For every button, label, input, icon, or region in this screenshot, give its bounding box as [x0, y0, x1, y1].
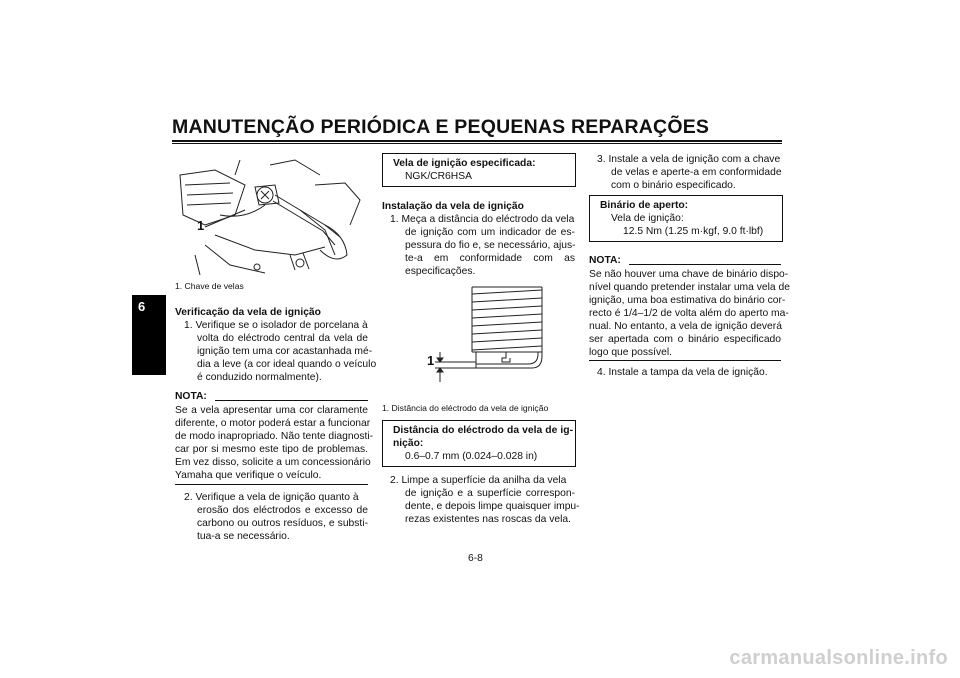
step-text: te-a em conformidade com as — [405, 253, 575, 264]
nota-text: Se não houver uma chave de binário dispo- — [589, 269, 789, 280]
nota-text: ser apertada com o binário especificado — [589, 334, 781, 345]
nota-text: recto é 1/4–1/2 de volta além do aperto ma- — [589, 308, 789, 319]
nota-text: logo que possível. — [589, 347, 673, 358]
step-text: tua-a se necessário. — [197, 531, 290, 542]
step-text: 4. Instale a tampa da vela de ignição. — [597, 367, 768, 378]
step-text: dia a leve (a cor ideal quando o veículo — [197, 359, 377, 370]
nota-rule — [629, 264, 781, 265]
step-text: rezas existentes nas roscas da vela. — [405, 514, 571, 525]
header-rule-thin — [172, 143, 782, 144]
figure-callout-1: 1 — [427, 353, 435, 368]
step-text: dente, e depois limpe quaisquer impu- — [405, 501, 580, 512]
nota-label: NOTA: — [175, 391, 207, 402]
step-text: com o binário especificado. — [611, 180, 736, 191]
step-text: 1. Verifique se o isolador de porcelana à — [184, 320, 368, 331]
section-heading: Verificação da vela de ignição — [175, 307, 321, 318]
section-heading: Instalação da vela de ignição — [382, 201, 524, 212]
nota-text: diferente, o motor poderá estar a funcionar — [175, 418, 371, 429]
step-text: 2. Verifique a vela de ignição quanto à — [184, 492, 359, 503]
step-text: 1. Meça a distância do eléctrodo da vela — [390, 214, 575, 225]
nota-text: Se a vela apresentar uma cor claramente — [175, 405, 368, 416]
nota-text: car por si mesmo este tipo de problemas. — [175, 444, 368, 455]
nota-text: Yamaha que verifique o veículo. — [175, 470, 322, 481]
torque-box-value: 12.5 Nm (1.25 m·kgf, 9.0 ft·lbf) — [623, 226, 764, 237]
section-tab-number: 6 — [138, 299, 146, 314]
step-text: 3. Instale a vela de ignição com a chave — [597, 154, 781, 165]
watermark: carmanualsonline.info — [729, 647, 948, 669]
page-number: 6-8 — [468, 553, 483, 564]
step-text: ignição tem uma cor acastanhada mé- — [197, 346, 373, 357]
step-text: de ignição com um indicador de es- — [405, 227, 575, 238]
figure-callout-1: 1 — [197, 218, 205, 233]
spec-box-title: Vela de ignição especificada: — [393, 158, 536, 169]
torque-box-label: Vela de ignição: — [611, 213, 684, 224]
gap-spec-title: nição: — [393, 438, 424, 449]
step-text: é conduzido normalmente). — [197, 372, 322, 383]
step-text: de velas e aperte-a em conformidade — [611, 167, 782, 178]
nota-text: ignição, uma boa estimativa do binário cor- — [589, 295, 786, 306]
spec-box-value: NGK/CR6HSA — [405, 171, 472, 182]
step-text: carbono ou outros resíduos, e substi- — [197, 518, 368, 529]
step-text: especificações. — [405, 266, 476, 277]
figure-caption: 1. Distância do eléctrodo da vela de ignição — [382, 403, 549, 413]
step-text: pessura do fio e, se necessário, ajus- — [405, 240, 576, 251]
step-text: de ignição e a superfície correspon- — [405, 488, 575, 499]
nota-label: NOTA: — [589, 255, 621, 266]
nota-rule — [215, 400, 368, 401]
nota-text: Em vez disso, solicite a um concessionário — [175, 457, 371, 468]
nota-text: de modo inapropriado. Não tente diagnosti- — [175, 431, 374, 442]
nota-text: nual. No entanto, a vela de ignição deverá — [589, 321, 782, 332]
spark-plug-gap-figure — [420, 282, 550, 392]
nota-text: nível quando pretender instalar uma vela de — [589, 282, 790, 293]
step-text: 2. Limpe a superfície da anilha da vela — [390, 475, 567, 486]
nota-end-rule — [589, 360, 781, 361]
gap-spec-value: 0.6–0.7 mm (0.024–0.028 in) — [405, 451, 538, 462]
header-rule — [172, 140, 782, 142]
section-tab — [132, 295, 166, 375]
gap-spec-title: Distância do eléctrodo da vela de ig- — [393, 425, 573, 436]
step-text: erosão dos eléctrodos e excesso de — [197, 505, 368, 516]
step-text: volta do eléctrodo central da vela de — [197, 333, 368, 344]
nota-end-rule — [175, 484, 368, 485]
torque-box-title: Binário de aperto: — [600, 200, 689, 211]
figure-caption: 1. Chave de velas — [175, 281, 244, 291]
spark-plug-wrench-figure — [175, 155, 368, 277]
page-title: MANUTENÇÃO PERIÓDICA E PEQUENAS REPARAÇÕES — [172, 116, 710, 138]
